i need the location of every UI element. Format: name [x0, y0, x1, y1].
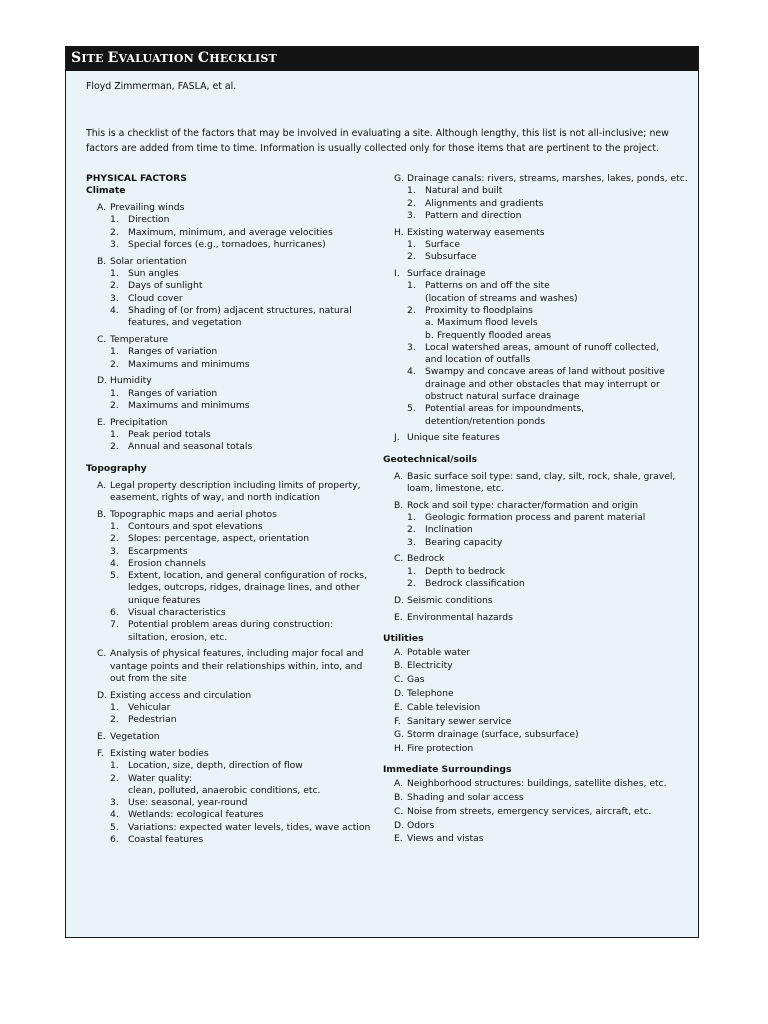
checklist-item — [383, 716, 688, 728]
item-text: Maximum flood levels — [437, 317, 538, 329]
item-marker: a. — [425, 317, 434, 329]
item-text: Existing water bodies — [110, 747, 209, 759]
item-text: Bedrock classification — [425, 577, 525, 589]
item-marker: 2. — [110, 358, 119, 370]
checklist-subitem — [383, 524, 688, 536]
checklist-subitem — [86, 714, 371, 726]
item-text: Sanitary sewer service — [407, 715, 512, 727]
checklist-subitem — [86, 400, 371, 412]
checklist-subitem — [86, 702, 371, 714]
checklist-item — [86, 731, 371, 743]
item-text: Use: seasonal, year-round — [128, 797, 248, 809]
item-marker: 4. — [110, 557, 119, 569]
item-text: Natural and built — [425, 185, 503, 197]
item-marker: 5. — [110, 570, 119, 582]
item-text: Electricity — [407, 660, 453, 672]
item-text: Depth to bedrock — [425, 565, 505, 577]
item-text: Surface drainage — [407, 268, 486, 280]
left-column — [86, 173, 371, 846]
checklist-item — [383, 227, 688, 239]
checklist-item — [383, 833, 688, 845]
title-rest: ITE — [81, 52, 108, 65]
item-text: Precipitation — [110, 416, 168, 428]
checklist-item — [383, 729, 688, 741]
item-marker: E. — [97, 416, 106, 428]
item-marker: A. — [394, 778, 404, 790]
item-marker: B. — [394, 660, 404, 672]
checklist-subitem — [86, 822, 371, 834]
item-marker: E. — [394, 833, 403, 845]
checklist-subitem — [86, 280, 371, 292]
item-marker: D. — [394, 594, 404, 606]
checklist-subitem — [86, 546, 371, 558]
item-marker: A. — [97, 479, 107, 491]
checklist-item — [86, 748, 371, 760]
item-text: Shading and solar access — [407, 792, 524, 804]
item-marker: 1. — [407, 238, 416, 250]
item-text: Ranges of variation — [128, 346, 218, 358]
checklist-item — [383, 268, 688, 280]
checklist-subitem — [86, 239, 371, 251]
item-text: Noise from streets, emergency services, aircraft, etc. — [407, 805, 652, 817]
item-text: Telephone — [407, 687, 454, 699]
section-heading: Climate — [86, 185, 126, 197]
item-marker: 1. — [110, 429, 119, 441]
checklist-item — [383, 806, 688, 818]
checklist-subitem — [86, 359, 371, 371]
item-text: Water quality: clean, polluted, anaerobic conditions, etc. — [128, 772, 321, 796]
item-text: Extent, location, and general configuration of rocks, ledges, outcrops, ridges, drainage lines, and other unique features — [128, 570, 368, 606]
item-marker: 3. — [110, 797, 119, 809]
item-marker: 3. — [110, 292, 119, 304]
item-marker: 1. — [110, 387, 119, 399]
item-text: Sun angles — [128, 268, 179, 280]
item-text: Vegetation — [110, 731, 160, 743]
checklist-subitem — [86, 619, 371, 644]
checklist-subitem — [86, 533, 371, 545]
item-text: Peak period totals — [128, 429, 211, 441]
intro-line: This is a checklist of the factors that may be involved in evaluating a site. Although lengthy, this list is not all-inclusive; new — [86, 128, 669, 139]
item-marker: 2. — [407, 197, 416, 209]
item-marker: 3. — [110, 238, 119, 250]
checklist-subitem — [86, 797, 371, 809]
page-title — [71, 50, 277, 66]
item-text: Alignments and gradients — [425, 197, 544, 209]
item-text: Vehicular — [128, 702, 171, 714]
checklist-subitem — [383, 280, 688, 305]
item-marker: C. — [394, 553, 404, 565]
checklist-subitem — [383, 239, 688, 251]
item-marker: B. — [97, 508, 107, 520]
item-marker: 1. — [110, 520, 119, 532]
item-text: Escarpments — [128, 545, 188, 557]
item-text: Wetlands: ecological features — [128, 809, 264, 821]
item-text: Local watershed areas, amount of runoff collected, and location of outfalls — [425, 341, 659, 366]
item-marker: 6. — [110, 607, 119, 618]
item-marker: 2. — [407, 577, 416, 589]
item-marker: 1. — [110, 214, 119, 226]
checklist-item — [383, 792, 688, 804]
checklist-item — [383, 612, 688, 624]
item-text: Frequently flooded areas — [437, 329, 552, 341]
item-text: Geologic formation process and parent material — [425, 511, 646, 523]
item-marker: G. — [394, 729, 405, 741]
item-text: Patterns on and off the site (location of streams and washes) — [425, 280, 578, 304]
item-text: Shading of (or from) adjacent structures, natural features, and vegetation — [128, 304, 352, 329]
checklist-subitem — [86, 760, 371, 772]
item-marker: F. — [394, 715, 401, 727]
item-marker: B. — [394, 792, 404, 804]
checklist-subitem — [383, 210, 688, 222]
checklist-subitem — [86, 227, 371, 239]
checklist-subitem — [86, 773, 371, 798]
item-marker: H. — [394, 743, 404, 755]
item-marker: A. — [394, 470, 404, 482]
checklist-subitem — [86, 293, 371, 305]
item-marker: 1. — [407, 280, 416, 292]
checklist-subitem — [383, 251, 688, 263]
item-text: Seismic conditions — [407, 594, 493, 606]
checklist-item — [383, 471, 688, 496]
item-marker: 5. — [110, 821, 119, 833]
checklist-subitem — [383, 566, 688, 578]
item-text: Ranges of variation — [128, 387, 218, 399]
checklist-subitem — [383, 537, 688, 549]
item-marker: 1. — [110, 268, 119, 280]
item-text: Existing waterway easements — [407, 226, 545, 238]
item-text: Surface — [425, 238, 461, 250]
checklist-subitem — [383, 185, 688, 197]
item-text: Views and vistas — [407, 833, 484, 845]
item-text: Odors — [407, 819, 435, 831]
item-text: Cable television — [407, 701, 481, 713]
section-heading: Topography — [86, 462, 147, 474]
item-marker: A. — [394, 646, 404, 658]
checklist-item — [86, 690, 371, 702]
checklist-item — [383, 500, 688, 512]
item-marker: 2. — [407, 251, 416, 263]
item-marker: J. — [394, 432, 400, 444]
item-marker: 3. — [407, 341, 416, 353]
item-text: Variations: expected water levels, tides, wave action — [128, 821, 371, 833]
item-marker: 2. — [110, 280, 119, 292]
title-initial: C — [197, 50, 210, 66]
item-text: Special forces (e.g., tornadoes, hurricanes) — [128, 238, 326, 250]
checklist-subitem — [86, 214, 371, 226]
title-initial: S — [71, 50, 82, 66]
item-text: Basic surface soil type: sand, clay, silt, rock, shale, gravel, loam, limestone, etc. — [407, 470, 676, 494]
item-text: Humidity — [110, 375, 152, 387]
item-text: Neighborhood structures: buildings, satellite dishes, etc. — [407, 778, 667, 790]
item-text: Topographic maps and aerial photos — [110, 508, 277, 520]
section-heading: Geotechnical/soils — [383, 453, 478, 465]
item-marker: C. — [394, 674, 404, 686]
item-marker: 6. — [110, 834, 119, 846]
item-marker: A. — [97, 202, 107, 214]
item-marker: D. — [97, 689, 107, 701]
item-marker: b. — [425, 329, 434, 341]
item-marker: 1. — [407, 185, 416, 197]
item-text: Days of sunlight — [128, 280, 203, 292]
checklist-subitem — [86, 268, 371, 280]
item-text: Potable water — [407, 646, 471, 658]
item-text: Erosion channels — [128, 557, 206, 569]
checklist-item — [86, 256, 371, 268]
item-text: Swampy and concave areas of land without positive drainage and other obstacles that may interrupt or obstruct natural surface drainage — [425, 366, 665, 403]
checklist-item — [86, 648, 371, 685]
item-text: Storm drainage (surface, subsurface) — [407, 729, 579, 741]
section-heading: Utilities — [383, 632, 424, 644]
title-rest: HECKLIST — [209, 52, 277, 65]
item-marker: 2. — [110, 533, 119, 545]
checklist-subitem — [86, 521, 371, 533]
intro-line: factors are added from time to time. Information is usually collected only for those items that are pertinent to the project. — [86, 143, 659, 154]
right-column — [383, 173, 688, 846]
item-marker: B. — [394, 499, 404, 511]
item-marker: F. — [97, 747, 104, 759]
checklist-subsubitem — [383, 317, 688, 329]
checklist-subitem — [86, 607, 371, 619]
item-text: Contours and spot elevations — [128, 520, 263, 532]
item-text: Prevailing winds — [110, 202, 185, 214]
checklist-item — [86, 375, 371, 387]
checklist-subitem — [383, 198, 688, 210]
item-marker: E. — [97, 731, 106, 743]
checklist-item — [86, 509, 371, 521]
checklist-subitem — [86, 834, 371, 846]
item-text: Temperature — [110, 334, 169, 346]
item-text: Proximity to floodplains — [425, 304, 533, 316]
checklist-subitem — [86, 388, 371, 400]
checklist-item — [383, 553, 688, 565]
item-text: Existing access and circulation — [110, 689, 252, 701]
item-text: Location, size, depth, direction of flow — [128, 760, 303, 772]
item-marker: I. — [394, 268, 400, 280]
title-rest: VALUATION — [118, 52, 198, 65]
item-text: Analysis of physical features, including major focal and vantage points and their relationships within, into, and out from the site — [110, 648, 364, 684]
item-marker: E. — [394, 701, 403, 713]
item-marker: D. — [97, 375, 107, 387]
item-marker: 1. — [110, 760, 119, 772]
item-marker: C. — [97, 648, 107, 660]
checklist-item — [383, 173, 688, 185]
item-marker: D. — [394, 687, 404, 699]
checklist-item — [383, 702, 688, 714]
checklist-subitem — [86, 429, 371, 441]
item-marker: G. — [394, 173, 405, 184]
item-text: Subsurface — [425, 251, 477, 263]
checklist-subitem — [383, 366, 688, 403]
checklist-item — [383, 647, 688, 659]
item-marker: C. — [97, 334, 107, 346]
item-text: Annual and seasonal totals — [128, 441, 253, 453]
intro-paragraph — [86, 126, 686, 156]
item-marker: 3. — [407, 536, 416, 548]
item-marker: 1. — [407, 511, 416, 523]
checklist-item — [86, 417, 371, 429]
item-marker: 2. — [110, 226, 119, 238]
item-text: Solar orientation — [110, 255, 187, 267]
item-text: Gas — [407, 674, 425, 686]
item-text: Visual characteristics — [128, 607, 226, 618]
item-text: Potential areas for impoundments, detention/retention ponds — [425, 403, 585, 427]
item-marker: 3. — [407, 209, 416, 221]
item-text: Potential problem areas during construction: siltation, erosion, etc. — [128, 619, 334, 643]
checklist-subitem — [86, 305, 371, 330]
item-text: Coastal features — [128, 834, 204, 846]
item-text: Maximums and minimums — [128, 400, 250, 412]
checklist-item — [383, 674, 688, 686]
item-text: Drainage canals: rivers, streams, marshes, lakes, ponds, etc. — [407, 173, 688, 184]
item-marker: 1. — [110, 346, 119, 358]
item-marker: 2. — [110, 772, 119, 784]
item-marker: H. — [394, 226, 404, 238]
checklist-item — [86, 334, 371, 346]
item-marker: 7. — [110, 619, 119, 631]
title-bar — [66, 47, 698, 71]
item-text: Maximums and minimums — [128, 358, 250, 370]
item-marker: E. — [394, 611, 403, 623]
item-marker: 5. — [407, 403, 416, 415]
checklist-subitem — [383, 512, 688, 524]
item-text: Unique site features — [407, 432, 500, 444]
item-text: Inclination — [425, 524, 473, 536]
item-marker: D. — [394, 819, 404, 831]
checklist-item — [383, 660, 688, 672]
item-marker: C. — [394, 805, 404, 817]
item-text: Direction — [128, 214, 170, 226]
item-text: Bearing capacity — [425, 536, 503, 548]
author-line: Floyd Zimmerman, FASLA, et al. — [86, 81, 237, 92]
checklist-item — [383, 743, 688, 755]
item-text: Fire protection — [407, 743, 474, 755]
item-text: Pattern and direction — [425, 209, 522, 221]
item-marker: 2. — [407, 524, 416, 536]
checklist-subitem — [383, 305, 688, 317]
checklist-item — [383, 778, 688, 790]
checklist-subitem — [86, 809, 371, 821]
section-heading: PHYSICAL FACTORS — [86, 173, 187, 184]
item-marker: 4. — [110, 809, 119, 821]
checklist-subitem — [86, 346, 371, 358]
item-marker: 2. — [110, 714, 119, 726]
section-heading: Immediate Surroundings — [383, 764, 512, 776]
item-text: Slopes: percentage, aspect, orientation — [128, 533, 310, 545]
item-text: Environmental hazards — [407, 611, 513, 623]
checklist-subitem — [86, 441, 371, 453]
checklist-item — [86, 202, 371, 214]
item-text: Cloud cover — [128, 292, 183, 304]
item-marker: 2. — [407, 304, 416, 316]
checklist-subitem — [86, 570, 371, 607]
item-marker: B. — [97, 255, 107, 267]
item-text: Rock and soil type: character/formation and origin — [407, 499, 639, 511]
checklist-item — [383, 432, 688, 444]
checklist-page — [65, 46, 699, 938]
item-marker: 2. — [110, 441, 119, 453]
checklist-subitem — [383, 342, 688, 367]
checklist-subsubitem — [383, 330, 688, 342]
item-marker: 1. — [407, 565, 416, 577]
checklist-subitem — [383, 578, 688, 590]
checklist-item — [383, 688, 688, 700]
item-marker: 4. — [110, 304, 119, 316]
checklist-subitem — [383, 403, 688, 428]
item-marker: 3. — [110, 545, 119, 557]
checklist-subitem — [86, 558, 371, 570]
checklist-item — [383, 595, 688, 607]
item-text: Legal property description including limits of property, easement, rights of way, and north indication — [110, 479, 361, 503]
item-text: Bedrock — [407, 553, 445, 565]
item-marker: 2. — [110, 400, 119, 412]
item-text: Maximum, minimum, and average velocities — [128, 226, 333, 238]
checklist-item — [383, 820, 688, 832]
item-marker: 4. — [407, 366, 416, 378]
item-marker: 1. — [110, 702, 119, 714]
checklist-item — [86, 480, 371, 505]
item-text: Pedestrian — [128, 714, 177, 726]
title-initial: E — [107, 50, 119, 66]
